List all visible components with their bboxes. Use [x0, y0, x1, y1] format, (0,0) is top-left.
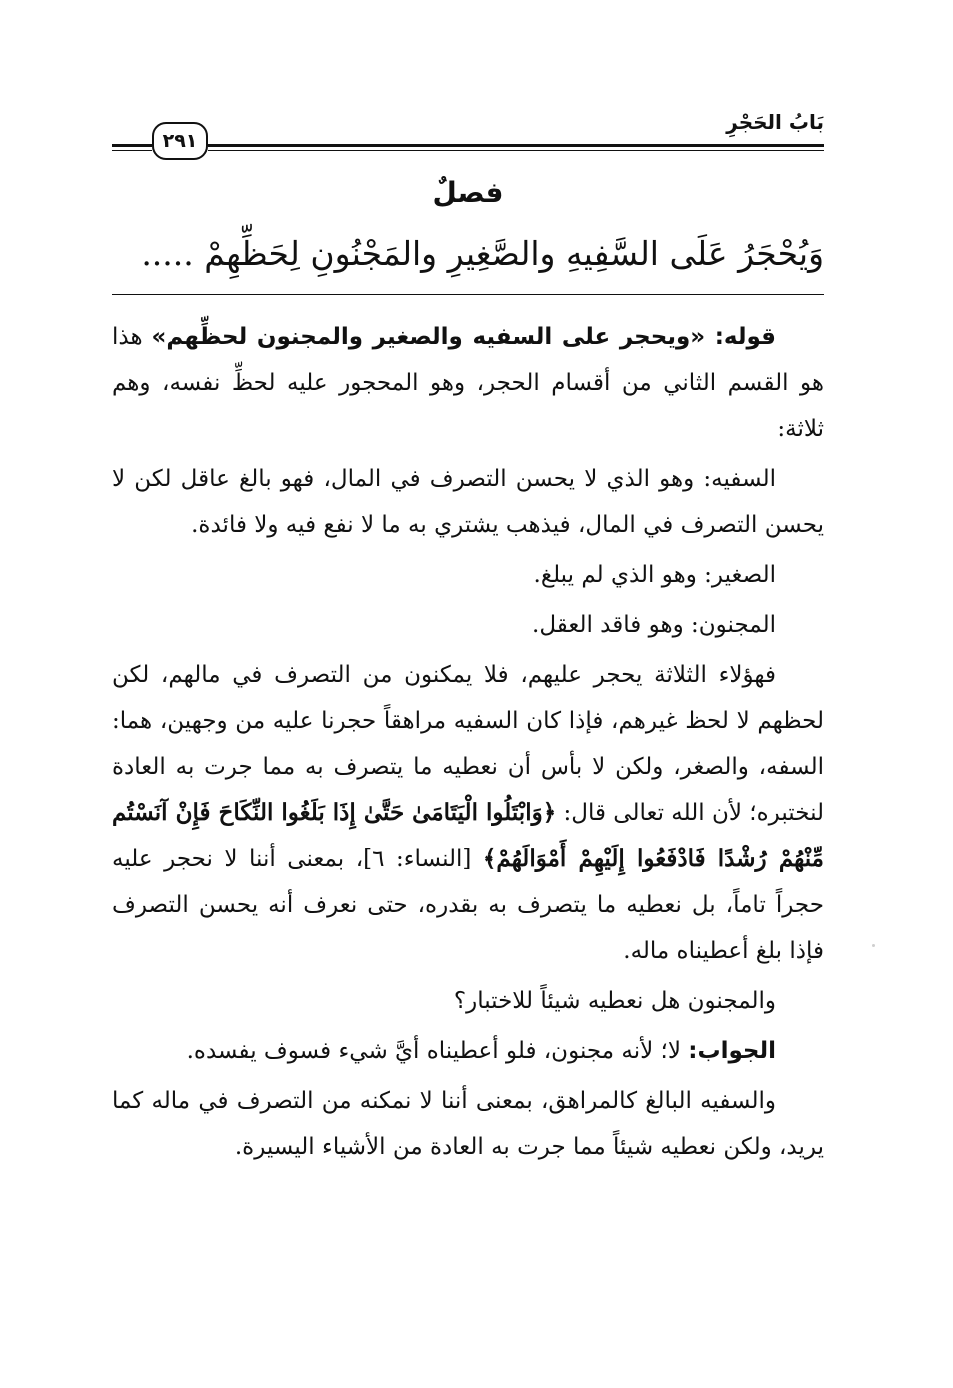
paragraph: والمجنون هل نعطيه شيئاً للاختبار؟ — [453, 988, 776, 1014]
header-rule-thin — [208, 150, 824, 151]
paragraph-text: فهؤلاء الثلاثة يحجر عليهم، فلا يمكنون من التصرف في مالهم، لكن لحظهم لا لحظ غيرهم، فإذا كان السفيه مراهقاً حجرنا عليه من وجهين، هما: السفه، والصغر، ولكن لا بأس أن نعطيه ما يتصرف به مما جرت به العادة لنختبره؛ لأن الله تعالى قال: — [112, 662, 825, 826]
paragraph: المجنون: وهو فاقد العقل. — [532, 612, 776, 638]
chapter-title: بَابُ الحَجْرِ — [726, 110, 824, 134]
running-header — [112, 108, 824, 164]
paragraph: والسفيه البالغ كالمراهق، بمعنى أننا لا نمكنه من التصرف في ماله كما يريد، ولكن نعطيه شيئاً مما جرت به العادة من الأشياء اليسيرة. — [112, 1088, 824, 1160]
commentary-body — [112, 314, 824, 1174]
paragraph-text: لا؛ لأنه مجنون، فلو أعطيناه أيَّ شيء فسوف يفسده. — [186, 1038, 689, 1064]
matn-divider — [112, 294, 824, 295]
header-rule-left — [112, 144, 152, 147]
paragraph: السفيه: وهو الذي لا يحسن التصرف في المال، فهو بالغ عاقل لكن لا يحسن التصرف في المال، فيذهب يشتري به ما لا نفع فيه ولا فائدة. — [112, 466, 824, 538]
paragraph — [112, 1028, 824, 1074]
answer-lead: الجواب: — [688, 1038, 776, 1064]
quran-verse: ﴿وَابْتَلُوا الْيَتَامَىٰ حَتَّىٰ إِذَا بَلَغُوا النِّكَاحَ فَإِنْ آنَسْتُم مِّنْهُمْ رُشْدًا فَادْفَعُوا إِلَيْهِمْ أَمْوَالَهُمْ﴾ — [112, 799, 824, 872]
paragraph — [112, 652, 824, 974]
quote-lead: قوله: «ويحجر على السفيه والصغير والمجنون لحظِّهم» — [151, 324, 776, 350]
paragraph-text: [النساء: ٦]، بمعنى أننا لا نحجر عليه حجراً تاماً، بل نعطيه ما يتصرف به بقدره، حتى نعرف أنه يحسن التصرف فإذا بلغ أعطيناه ماله. — [112, 846, 824, 964]
matn-text: وَيُحْجَرُ عَلَى السَّفِيهِ والصَّغِيرِ والمَجْنُونِ لِحَظِّهِمْ ..... — [141, 234, 824, 273]
paragraph-text: هذا هو القسم الثاني من أقسام الحجر، وهو المحجور عليه لحظِّ نفسه، وهم ثلاثة: — [112, 324, 824, 442]
scan-speck — [872, 944, 875, 947]
paragraph — [112, 314, 824, 452]
header-rule — [208, 144, 824, 147]
page-number: ٢٩١ — [152, 122, 208, 160]
header-rule-left-thin — [112, 150, 152, 151]
section-title: فصلٌ — [432, 176, 504, 209]
paragraph: الصغير: وهو الذي لم يبلغ. — [533, 562, 776, 588]
